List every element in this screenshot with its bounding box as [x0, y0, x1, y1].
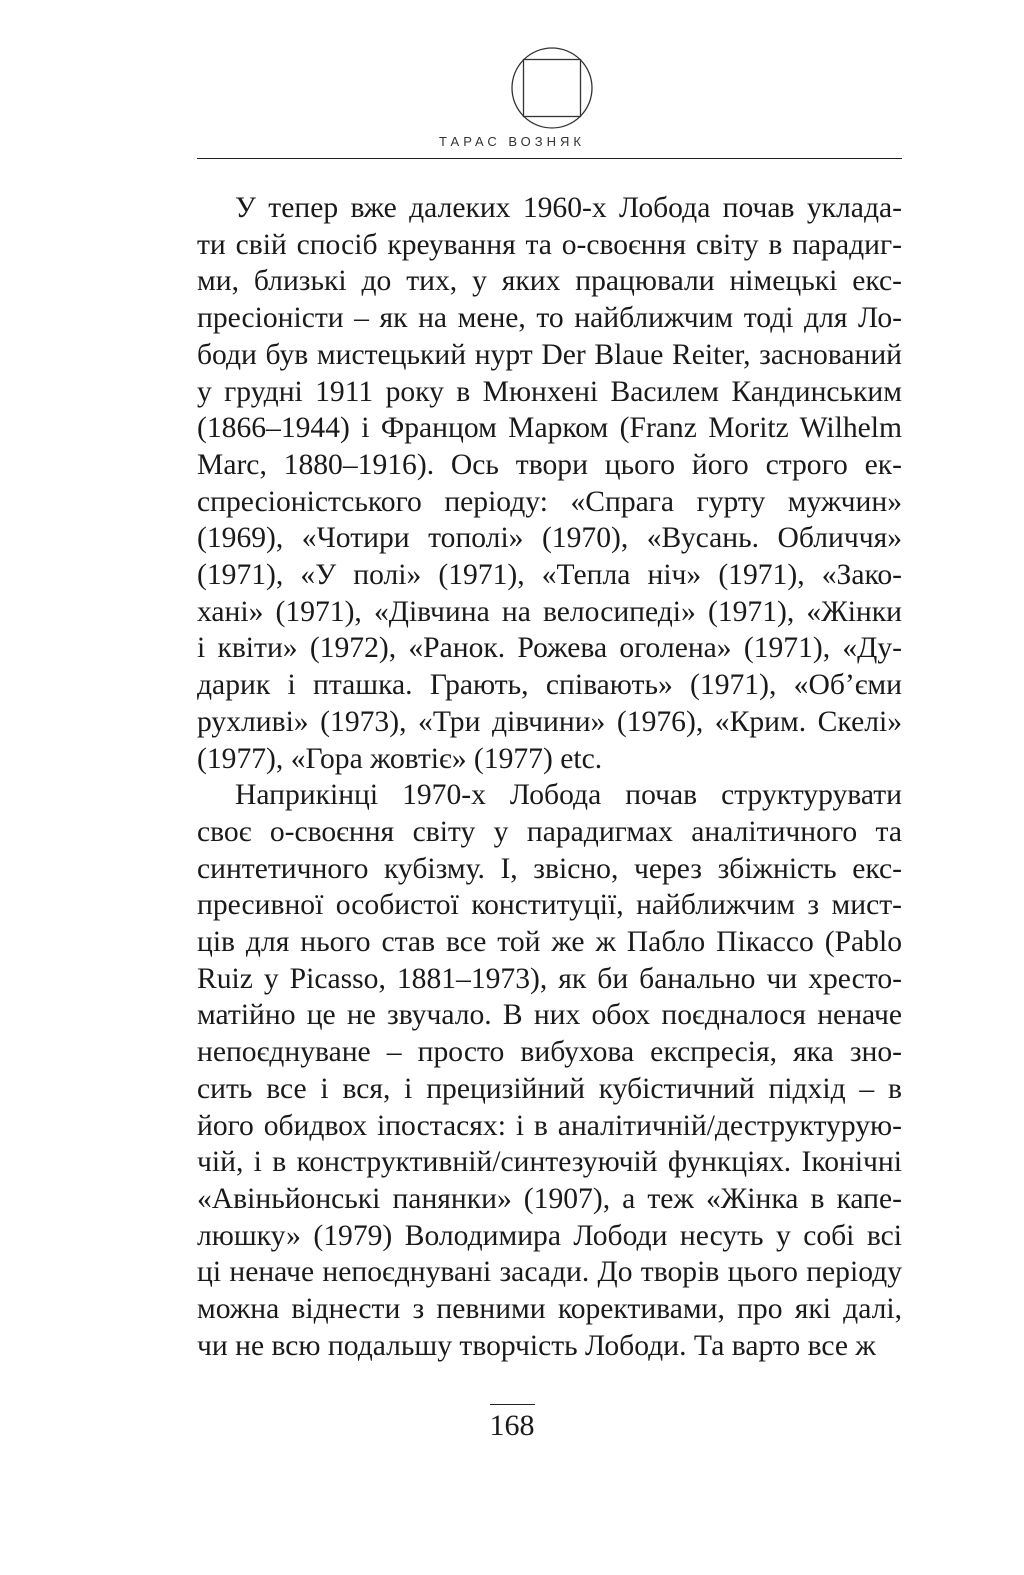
- text-line: (1977), «Гора жовтіє» (1977) etc.: [197, 742, 603, 775]
- text-line: Marc, 1880–1916). Ось твори цього його строго ек-: [197, 448, 902, 481]
- page-number-container: [0, 1404, 1024, 1443]
- text-line: спресіоністського періоду: «Спрага гурту мужчин»: [197, 485, 902, 518]
- text-line: сить все і вся, і прецизійний кубістичний підхід – в: [197, 1072, 902, 1105]
- text-line: «Авіньйонські панянки» (1907), а теж «Жінка в капе-: [197, 1182, 902, 1215]
- text-line: ти свій спосіб креування та о-своєння світу в парадиг-: [197, 228, 902, 261]
- text-line: своє о-своєння світу у парадигмах аналітичного та: [197, 815, 902, 848]
- text-line: чій, і в конструктивній/синтезуючій функціях. Іконічні: [197, 1146, 902, 1179]
- text-line: Ruiz y Picasso, 1881–1973), як би банально чи хресто-: [197, 962, 902, 995]
- text-line: (1866–1944) і Францом Марком (Franz Moritz Wilhelm: [197, 412, 902, 445]
- text-line: можна віднести з певними корективами, про які далі,: [197, 1293, 902, 1326]
- page-number: 168: [490, 1404, 535, 1442]
- text-line: дарик і пташка. Грають, співають» (1971), «Об’єми: [197, 669, 902, 702]
- text-line: хані» (1971), «Дівчина на велосипеді» (1971), «Жінки: [197, 595, 902, 628]
- circle-square-emblem-icon: [510, 46, 594, 130]
- text-line: люшку» (1979) Володимира Лободи несуть у собі всі: [197, 1219, 902, 1252]
- text-line: ці неначе непоєднувані засади. До творів цього періоду: [197, 1256, 902, 1289]
- text-line: і квіти» (1972), «Ранок. Рожева оголена» (1971), «Ду-: [197, 632, 902, 665]
- text-line: пресивної особистої конституції, найближчим з мист-: [197, 889, 902, 922]
- text-line: синтетичного кубізму. І, звісно, через збіжність екс-: [197, 852, 902, 885]
- text-line: ців для нього став все той же ж Пабло Пікассо (Pablo: [197, 926, 902, 959]
- text-line: пресіоністи – як на мене, то найближчим тоді для Ло-: [197, 302, 902, 335]
- text-line: ми, близькі до тих, у яких працювали німецькі екс-: [197, 265, 902, 298]
- text-line: непоєднуване – просто вибухова експресія, яка зно-: [197, 1036, 902, 1069]
- text-line: (1971), «У полі» (1971), «Тепла ніч» (1971), «Зако-: [197, 559, 902, 592]
- text-line: У тепер вже далеких 1960-х Лобода почав уклада-: [235, 192, 902, 224]
- text-line: його обидвох іпостасях: і в аналітичній/деструктурую-: [197, 1109, 902, 1142]
- text-line: боди був мистецький нурт Der Blaue Reiter, заснований: [197, 338, 902, 371]
- text-line: рухливі» (1973), «Три дівчини» (1976), «Крим. Скелі»: [197, 705, 902, 738]
- text-line: чи не всю подальшу творчість Лободи. Та варто все ж: [197, 1329, 876, 1362]
- text-line: Наприкінці 1970-х Лобода почав структурувати: [235, 779, 902, 812]
- body-text: [197, 190, 902, 1365]
- text-line: матійно це не звучало. В них обох поєдналося неначе: [197, 999, 902, 1032]
- running-title: ТАРАС ВОЗНЯК: [439, 134, 585, 149]
- text-line: у грудні 1911 року в Мюнхені Василем Кандинським: [197, 375, 902, 408]
- text-line: (1969), «Чотири тополі» (1970), «Вусань. Обличчя»: [197, 522, 902, 555]
- header-rule: [197, 158, 902, 159]
